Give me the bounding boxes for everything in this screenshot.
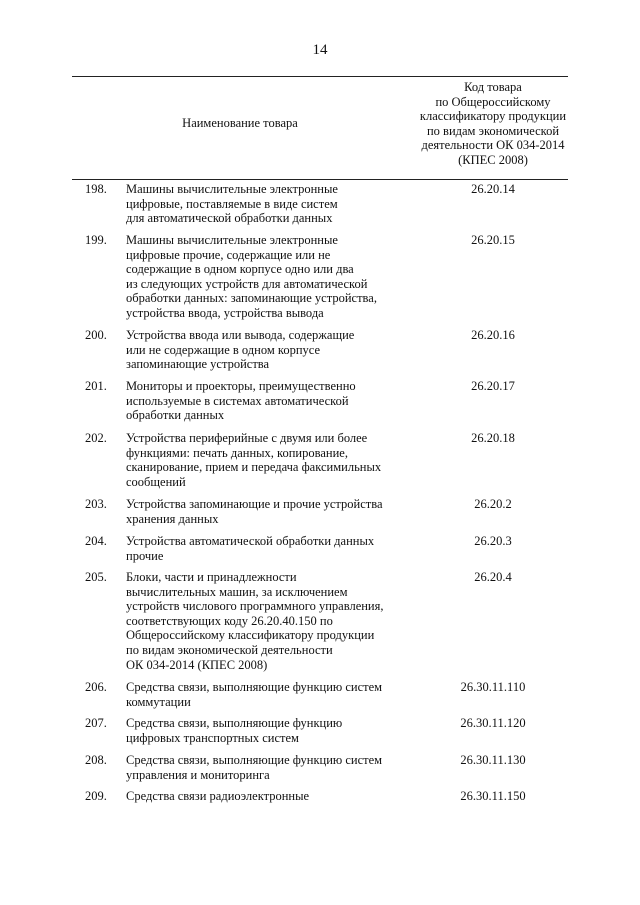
table-header-rule <box>72 179 568 180</box>
row-product-name: Средства связи, выполняющие функцию цифровых транспортных систем <box>126 716 343 745</box>
page-number: 14 <box>312 42 328 58</box>
row-product-code: 26.20.15 <box>471 233 515 247</box>
row-number: 200. <box>85 328 107 342</box>
row-product-code: 26.20.17 <box>471 379 515 393</box>
row-product-name: Устройства запоминающие и прочие устройства хранения данных <box>126 497 383 526</box>
row-product-code: 26.20.2 <box>474 497 512 511</box>
row-product-name: Средства связи радиоэлектронные <box>126 789 310 803</box>
row-product-code: 26.20.18 <box>471 431 515 445</box>
row-product-code: 26.20.4 <box>474 570 512 584</box>
row-number: 206. <box>85 680 107 694</box>
row-product-code: 26.20.16 <box>471 328 515 342</box>
row-product-name: Мониторы и проекторы, преимущественно используемые в системах автоматической обработки данных <box>126 379 356 423</box>
row-number: 201. <box>85 379 107 393</box>
row-number: 209. <box>85 789 107 803</box>
column-header-name: Наименование товара <box>182 116 298 130</box>
row-product-name: Блоки, части и принадлежности вычислительных машин, за исключением устройств числового программного управления, соответствующих коду 26.20.40.150 по Общероссийскому классификатору продукции по видам экономической деятельности ОК 034-2014 (КПЕС 2008) <box>126 570 384 672</box>
row-number: 207. <box>85 716 107 730</box>
row-product-name: Машины вычислительные электронные цифровые, поставляемые в виде систем для автоматической обработки данных <box>126 182 338 226</box>
row-product-code: 26.30.11.120 <box>460 716 526 730</box>
row-product-code: 26.30.11.130 <box>460 753 526 767</box>
row-number: 202. <box>85 431 107 445</box>
row-product-code: 26.30.11.110 <box>460 680 526 694</box>
row-product-name: Устройства периферийные с двумя или более функциями: печать данных, копирование, сканирование, прием и передача факсимильных сообщений <box>126 431 382 489</box>
row-number: 198. <box>85 182 107 196</box>
row-product-code: 26.30.11.150 <box>460 789 526 803</box>
row-product-name: Устройства ввода или вывода, содержащие или не содержащие в одном корпусе запоминающие устройства <box>126 328 355 372</box>
table-top-rule <box>72 76 568 77</box>
row-number: 205. <box>85 570 107 584</box>
row-product-name: Средства связи, выполняющие функцию систем управления и мониторинга <box>126 753 383 782</box>
row-number: 203. <box>85 497 107 511</box>
row-number: 204. <box>85 534 107 548</box>
row-product-name: Средства связи, выполняющие функцию систем коммутации <box>126 680 383 709</box>
row-number: 199. <box>85 233 107 247</box>
row-product-code: 26.20.3 <box>474 534 512 548</box>
row-product-name: Машины вычислительные электронные цифровые прочие, содержащие или не содержащие в одном корпусе одно или два из следующих устройств для автоматической обработки данных: запоминающие устройства, устройства ввода, устройства вывода <box>126 233 377 320</box>
row-product-name: Устройства автоматической обработки данных прочие <box>126 534 375 563</box>
row-product-code: 26.20.14 <box>471 182 515 196</box>
row-number: 208. <box>85 753 107 767</box>
column-header-code: Код товара по Общероссийскому классификатору продукции по видам экономической деятельности ОК 034-2014 (КПЕС 2008) <box>419 80 567 167</box>
